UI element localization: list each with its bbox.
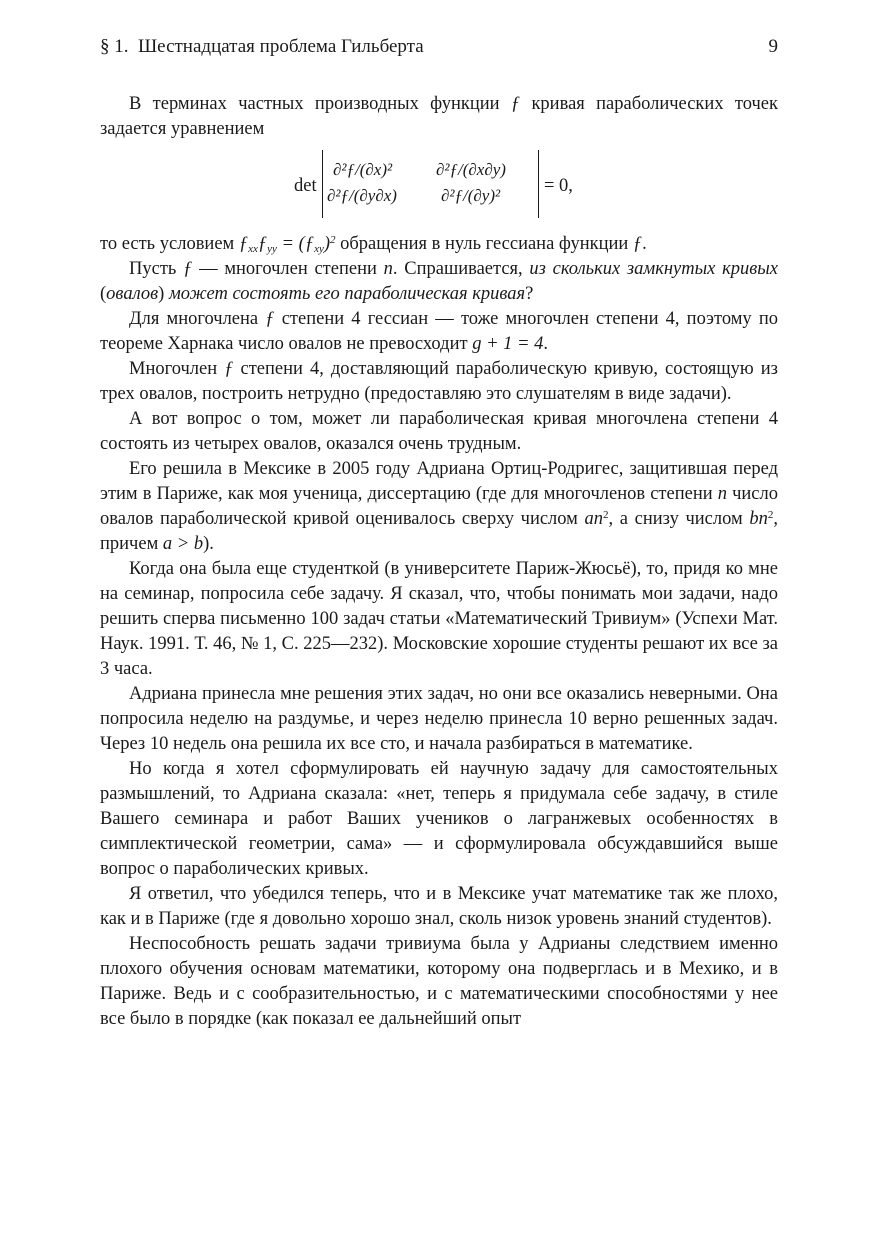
matrix-cell-12: ∂²ƒ/(∂x∂y) xyxy=(436,160,506,179)
section-number: § 1. xyxy=(100,36,129,57)
matrix-cell-21: ∂²ƒ/(∂y∂x) xyxy=(327,186,397,205)
running-header xyxy=(100,34,778,60)
hessian-determinant-formula xyxy=(100,142,778,232)
paragraph-6: А вот вопрос о том, может ли параболическая кривая многочлена степени 4 состоять из четырех овалов, оказался очень трудным. xyxy=(100,409,778,454)
matrix-cell-22: ∂²ƒ/(∂y)² xyxy=(441,186,501,205)
paragraph-3: Пусть ƒ — многочлен степени n. Спрашивается, из скольких замкнутых кривых (овалов) может состоять его параболическая кривая? xyxy=(100,259,779,304)
page-number: 9 xyxy=(768,36,778,57)
paragraph-4: Для многочлена ƒ степени 4 гессиан — тоже многочлен степени 4, поэтому по теореме Харнака число овалов не превосходит g + 1 = 4. xyxy=(100,309,778,354)
paragraph-7: Его решила в Мексике в 2005 году Адриана Ортиц-Родригес, защитившая перед этим в Париже, как моя ученица, диссертацию (где для многочленов степени n число овалов параболической кривой оценивалось сверху числом $an^2$, а снизу числом $bn^2$, причем a > b). xyxy=(100,459,778,554)
paragraph-8: Когда она была еще студенткой (в университете Париж-Жюсьё), то, придя ко мне на семинар, попросила себе задачу. Я сказал, что, чтобы понимать мои задачи, надо решить сперва письменно 100 задач статьи «Математический Тривиум» (Успехи Мат. Наук. 1991. Т. 46, № 1, С. 225—232). Московские хорошие студенты решают их все за 3 часа. xyxy=(100,559,778,679)
formula-rhs: = 0, xyxy=(544,176,573,196)
page-body xyxy=(100,92,778,1032)
paragraph-11: Я ответил, что убедился теперь, что и в Мексике учат математике так же плохо, как и в Париже (где я довольно хорошо знал, сколь низок уровень знаний студентов). xyxy=(100,884,778,929)
paragraph-1: В терминах частных производных функции ƒ кривая параболических точек задается уравнением xyxy=(100,94,779,139)
paragraph-2: то есть условием $ƒ_{xx}ƒ_{yy}$ = $(ƒ_{xy})^2$ обращения в нуль гессиана функции ƒ. xyxy=(100,234,647,255)
hessian-expression: $ƒ_{xx}ƒ_{yy}$ = $(ƒ_{xy})^2$ xyxy=(238,234,336,255)
paragraph-5: Многочлен ƒ степени 4, доставляющий параболическую кривую, состоящую из трех овалов, построить нетрудно (предоставляю это слушателям в виде задачи). xyxy=(100,359,778,404)
paragraph-12: Неспособность решать задачи тривиума была у Адрианы следствием именно плохого обучения основам математики, которому она подверглась и в Мехико, и в Париже. Ведь и с сообразительностью, и с математическими способностями у нее все было в порядке (как показал ее дальнейший опыт xyxy=(100,934,778,1029)
paragraph-10: Но когда я хотел сформулировать ей научную задачу для самостоятельных размышлений, то Адриана сказала: «нет, теперь я придумала себе задачу, в стиле Вашего семинара и работ Ваших учеников о лагранжевых особенностях в симплектической геометрии, сама» — и сформулировала обсуждавшийся выше вопрос о параболических кривых. xyxy=(100,759,778,879)
hessian-matrix xyxy=(322,150,539,218)
matrix-cell-11: ∂²ƒ/(∂x)² xyxy=(333,160,393,179)
section-title: Шестнадцатая проблема Гильберта xyxy=(138,36,424,57)
header-title xyxy=(100,34,424,60)
paragraph-9: Адриана принесла мне решения этих задач, но они все оказались неверными. Она попросила неделю на раздумье, и через неделю принесла 10 верно решенных задач. Через 10 недель она решила их все сто, и начала разбираться в математике. xyxy=(100,684,778,754)
det-label: det xyxy=(294,176,317,196)
